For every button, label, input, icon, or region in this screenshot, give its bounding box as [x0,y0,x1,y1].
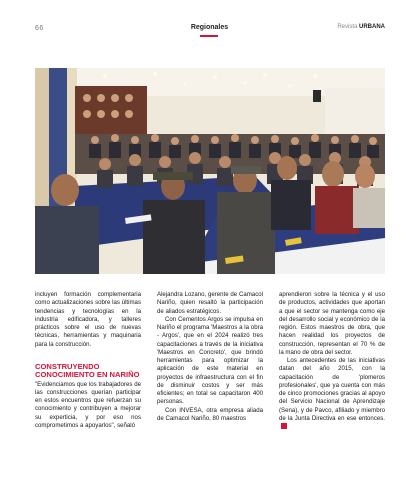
article-paragraph: aprendieron sobre la técnica y el uso de productos, actividades que aportan a que el sector se mantenga como eje del desarrollo social y económico de la región. Estos maestros de obra, que hacen realidad los proyectos de construcción, representan el 70 % de la mano de obra del sector. [279,291,385,356]
section-title: Regionales [190,24,229,31]
article-paragraph-text: Los antecedentes de las iniciativas datan del año 2015, con la capacitación de 'plomeros profesionales', que ya cuenta con más de cinco promociones gracias al apoyo del Servicio Nacional de Aprendizaje (Sena), y de Pavco, afiliado y miembro de la Junta Directiva en ese entonces. [279,357,385,422]
section-accent-bar [200,35,218,37]
magazine-brand: URBANA [359,24,385,30]
article-subheading: CONSTRUYENDO CONOCIMIENTO EN NARIÑO [35,361,140,380]
article-paragraph: incluyen formación complementaria como actualizaciones sobre las últimas tendencias y tecnologías en la industria edificadora, y talleres prácticos sobre el uso de nuevas técnicas, herramientas y maquinaria para la construcción. [35,291,141,348]
article-paragraph: Con Cementos Argos se impulsa en Nariño el programa 'Maestros a la obra - Argos', que en el 2024 realizó tres capacitaciones a través de la iniciativa 'Maestros en Concreto', que brindó herramientas para optimizar la aplicación de este material en proyectos de infraestructura con el fin de disminuir costos y ser más eficientes; en total se capacitaron 400 personas. [157,315,263,406]
article-paragraph: Alejandra Lozano, gerente de Camacol Nariño, quien resaltó la participación de aliados estratégicos. [157,291,263,315]
magazine-prefix: Revista [337,24,358,30]
article-column-2 [157,291,263,423]
article-paragraph-last [279,357,385,431]
article-paragraph: Con INVESA, otra empresa aliada de Camacol Nariño, 80 maestros [157,406,263,422]
page-number: 66 [35,25,44,32]
article-paragraph: "Evidenciamos que los trabajadores de las construcciones querían participar en estos encuentros que refuerzan su conocimiento y contribuyen a mejorar su experticia, y por eso nos comprometimos a apoyarlos", señaló [35,380,141,429]
article-column-3 [279,291,385,431]
magazine-name [337,24,385,30]
conference-audience-photo [35,68,385,274]
article-column-1 [35,291,141,430]
page-header [0,0,419,60]
end-of-article-icon [281,423,287,429]
conference-photo [35,68,385,274]
